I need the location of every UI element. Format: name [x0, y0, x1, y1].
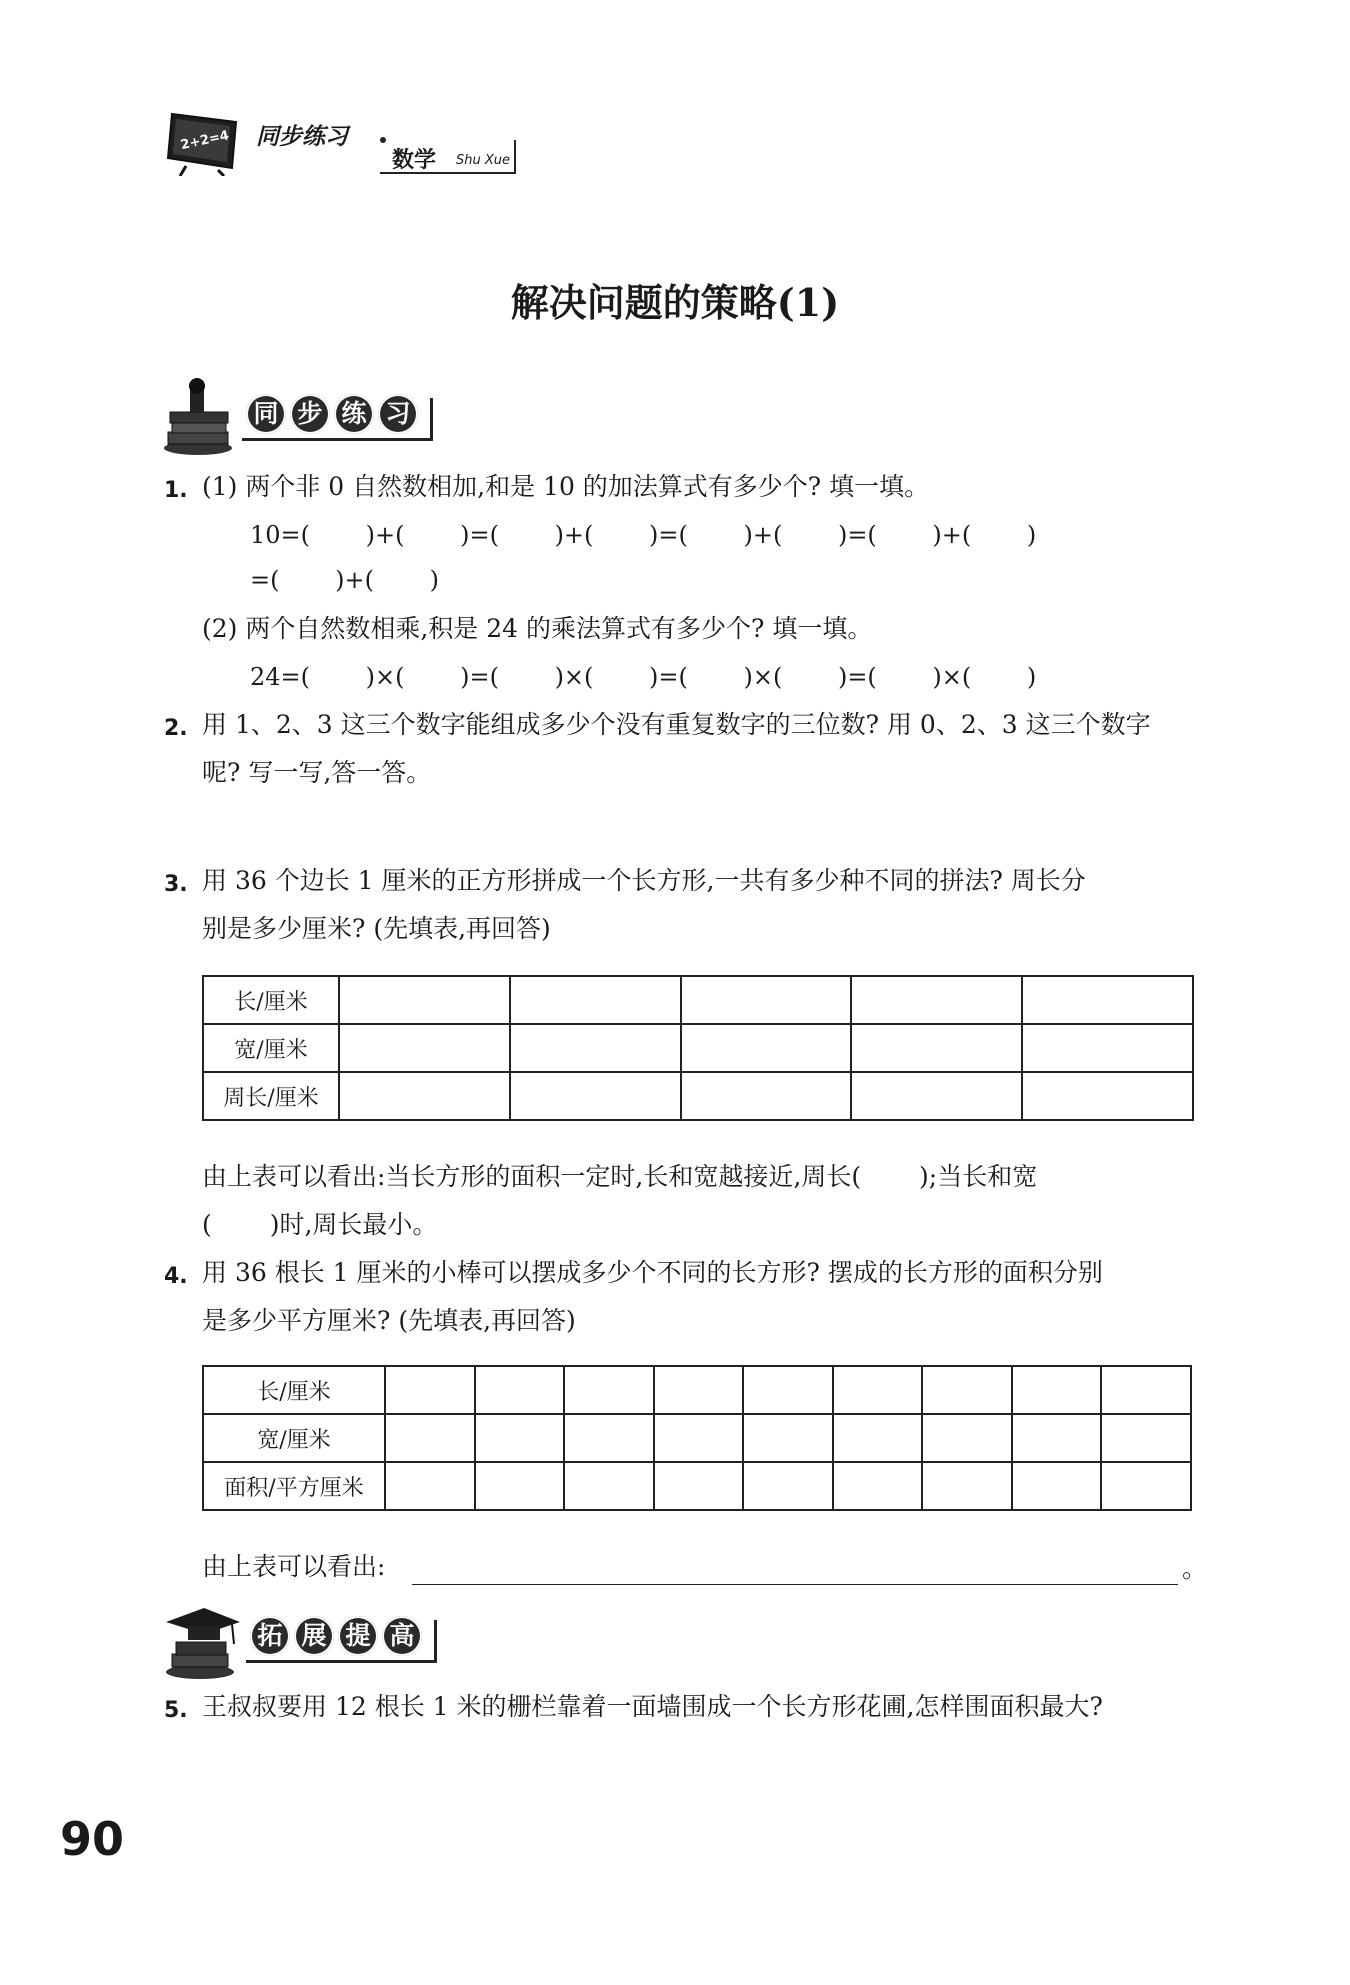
svg-text:2+2=4: 2+2=4: [179, 128, 231, 154]
q3-conclusion2: ( )时,周长最小。: [202, 1210, 438, 1239]
q3-conclusion1: 由上表可以看出:当长方形的面积一定时,长和宽越接近,周长( );当长和宽: [202, 1162, 1038, 1191]
answer-cell[interactable]: [743, 1414, 833, 1462]
extension-banner-char: 展: [294, 1616, 334, 1656]
page-title: 解决问题的策略(1): [510, 280, 840, 325]
answer-cell[interactable]: [385, 1462, 475, 1510]
question-number: 3.: [164, 872, 188, 897]
practice-banner-char: 步: [290, 394, 330, 434]
answer-cell[interactable]: [922, 1414, 1012, 1462]
q1-eq2: 24=( )×( )=( )×( )=( )×( )=( )×( ): [250, 663, 1037, 691]
q3-line2: 别是多少厘米? (先填表,再回答): [202, 914, 551, 943]
answer-cell[interactable]: [743, 1462, 833, 1510]
answer-cell[interactable]: [385, 1414, 475, 1462]
table-row: [203, 1072, 1193, 1120]
q2-line1: 用 1、2、3 这三个数字能组成多少个没有重复数字的三位数? 用 0、2、3 这三个数字: [202, 710, 1151, 739]
question-number: 2.: [164, 716, 188, 741]
answer-cell[interactable]: [1101, 1366, 1191, 1414]
answer-cell[interactable]: [1101, 1414, 1191, 1462]
q4-line2: 是多少平方厘米? (先填表,再回答): [202, 1306, 576, 1335]
practice-banner: [246, 394, 422, 434]
q4-end-mark: 。: [1182, 1554, 1208, 1583]
q4-conclusion: 由上表可以看出:: [202, 1552, 386, 1581]
question-number: 1.: [164, 478, 188, 503]
q4-answer-line[interactable]: [412, 1584, 1178, 1585]
question-number: 5.: [164, 1698, 188, 1723]
table-row: [203, 976, 1193, 1024]
answer-cell[interactable]: [833, 1414, 923, 1462]
graduation-cap-books-icon: [162, 1600, 242, 1680]
table-row-header: 长/厘米: [203, 976, 339, 1024]
table-row: [203, 1366, 1191, 1414]
answer-cell[interactable]: [339, 976, 510, 1024]
table-row-header: 宽/厘米: [203, 1024, 339, 1072]
extension-banner-char: 拓: [250, 1616, 290, 1656]
answer-cell[interactable]: [1012, 1414, 1102, 1462]
answer-cell[interactable]: [833, 1366, 923, 1414]
q5-line1: 王叔叔要用 12 根长 1 米的栅栏靠着一面墙围成一个长方形花圃,怎样围面积最大?: [202, 1692, 1103, 1721]
answer-cell[interactable]: [743, 1366, 833, 1414]
answer-cell[interactable]: [475, 1366, 565, 1414]
q3-table: [202, 975, 1194, 1121]
q1-part1: (1) 两个非 0 自然数相加,和是 10 的加法算式有多少个? 填一填。: [202, 472, 930, 501]
table-row: [203, 1414, 1191, 1462]
extension-banner-char: 高: [382, 1616, 422, 1656]
q2-line2: 呢? 写一写,答一答。: [202, 758, 432, 787]
chalkboard-icon: [166, 110, 242, 176]
answer-cell[interactable]: [475, 1414, 565, 1462]
table-row-header: 宽/厘米: [203, 1414, 385, 1462]
answer-cell[interactable]: [654, 1414, 744, 1462]
extension-banner: [250, 1616, 426, 1656]
table-row-header: 周长/厘米: [203, 1072, 339, 1120]
table-row: [203, 1024, 1193, 1072]
answer-cell[interactable]: [851, 1024, 1022, 1072]
q4-table: [202, 1365, 1192, 1511]
answer-cell[interactable]: [475, 1462, 565, 1510]
q4-line1: 用 36 根长 1 厘米的小棒可以摆成多少个不同的长方形? 摆成的长方形的面积分别: [202, 1258, 1103, 1287]
page-number: 90: [60, 1812, 125, 1866]
answer-cell[interactable]: [1012, 1366, 1102, 1414]
answer-cell[interactable]: [564, 1414, 654, 1462]
answer-cell[interactable]: [654, 1462, 744, 1510]
answer-cell[interactable]: [851, 976, 1022, 1024]
answer-cell[interactable]: [1022, 1024, 1193, 1072]
table-row-header: 长/厘米: [203, 1366, 385, 1414]
answer-cell[interactable]: [654, 1366, 744, 1414]
answer-cell[interactable]: [681, 976, 852, 1024]
answer-cell[interactable]: [510, 1024, 681, 1072]
answer-cell[interactable]: [833, 1462, 923, 1510]
answer-cell[interactable]: [1022, 976, 1193, 1024]
table-row-header: 面积/平方厘米: [203, 1462, 385, 1510]
answer-cell[interactable]: [681, 1072, 852, 1120]
header-subject: 数学: [392, 148, 437, 173]
q1-eq1-line2: =( )+( ): [250, 566, 439, 594]
header-title: 同步练习: [256, 124, 348, 150]
q1-part2: (2) 两个自然数相乘,积是 24 的乘法算式有多少个? 填一填。: [202, 614, 873, 643]
answer-cell[interactable]: [510, 976, 681, 1024]
answer-cell[interactable]: [1012, 1462, 1102, 1510]
answer-cell[interactable]: [339, 1072, 510, 1120]
header-pinyin: Shu Xue: [456, 153, 511, 168]
answer-cell[interactable]: [1022, 1072, 1193, 1120]
lamp-on-books-icon: [162, 376, 234, 456]
question-number: 4.: [164, 1264, 188, 1289]
answer-cell[interactable]: [564, 1366, 654, 1414]
extension-banner-char: 提: [338, 1616, 378, 1656]
answer-cell[interactable]: [339, 1024, 510, 1072]
practice-banner-char: 同: [246, 394, 286, 434]
q3-line1: 用 36 个边长 1 厘米的正方形拼成一个长方形,一共有多少种不同的拼法? 周长分: [202, 866, 1086, 895]
answer-cell[interactable]: [1101, 1462, 1191, 1510]
q1-eq1-line1: 10=( )+( )=( )+( )=( )+( )=( )+( ): [250, 521, 1037, 549]
practice-banner-char: 习: [378, 394, 418, 434]
answer-cell[interactable]: [922, 1366, 1012, 1414]
answer-cell[interactable]: [851, 1072, 1022, 1120]
answer-cell[interactable]: [385, 1366, 475, 1414]
answer-cell[interactable]: [922, 1462, 1012, 1510]
table-row: [203, 1462, 1191, 1510]
answer-cell[interactable]: [564, 1462, 654, 1510]
practice-banner-char: 练: [334, 394, 374, 434]
answer-cell[interactable]: [681, 1024, 852, 1072]
answer-cell[interactable]: [510, 1072, 681, 1120]
